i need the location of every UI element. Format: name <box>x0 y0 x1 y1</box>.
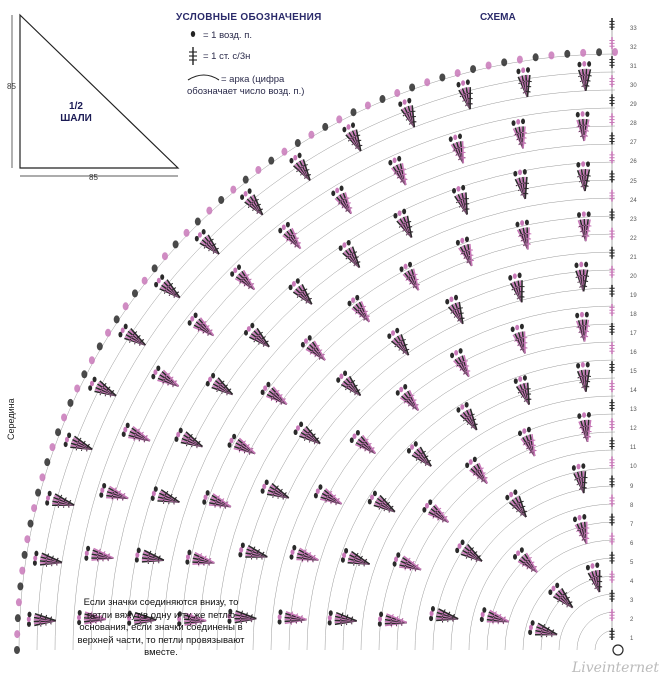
middle-label: Середина <box>6 398 16 440</box>
row-number: 23 <box>630 216 637 223</box>
row-number: 8 <box>630 502 634 509</box>
row-number: 20 <box>630 273 637 280</box>
row-number: 17 <box>630 331 637 337</box>
row-number: 5 <box>630 559 634 566</box>
row-number: 32 <box>630 45 637 52</box>
row-number: 4 <box>630 578 634 585</box>
row-number: 33 <box>630 26 637 32</box>
row-number: 13 <box>630 407 637 414</box>
legend-chain-label: = 1 возд. п. <box>203 30 252 41</box>
instruction-note: Если значки соединяются внизу, то петли вяжут в одну и ту же петлю основания, если значки соединены в верхней части, то петли провязывают вместе. <box>77 597 245 658</box>
row-number: 7 <box>630 521 634 528</box>
row-number: 11 <box>630 445 637 452</box>
row-number: 9 <box>630 483 634 490</box>
row-number: 27 <box>630 140 637 147</box>
row-number: 16 <box>630 350 637 357</box>
watermark: Liveinternet <box>572 660 659 676</box>
scheme-title: СХЕМА <box>480 12 516 23</box>
dimension-left-value: 85 <box>7 82 16 91</box>
legend-triple-crochet-symbol <box>189 47 197 65</box>
row-number: 12 <box>630 426 637 433</box>
row-number: 28 <box>630 121 637 128</box>
row-number: 15 <box>630 369 637 376</box>
right-edge-column <box>609 18 623 655</box>
row-number: 19 <box>630 292 637 299</box>
row-number: 21 <box>630 254 637 261</box>
row-number: 18 <box>630 311 637 318</box>
row-number: 29 <box>630 102 637 109</box>
row-number: 31 <box>630 64 637 71</box>
row-number: 6 <box>630 540 634 547</box>
row-number: 10 <box>630 464 637 471</box>
row-number: 24 <box>630 197 637 204</box>
row-number: 14 <box>630 388 637 395</box>
row-number: 1 <box>630 636 634 642</box>
row-number: 30 <box>630 83 637 90</box>
legend-arch-label-line2: обозначает число возд. п.) <box>187 86 305 97</box>
row-number: 26 <box>630 159 637 166</box>
legend-triple-crochet-label: = 1 ст. с/3н <box>203 51 251 62</box>
legend-arch-symbol <box>188 75 219 80</box>
shawl-outline-triangle <box>20 15 178 168</box>
half-shawl-fraction: 1/2 <box>69 101 83 112</box>
half-shawl-word: ШАЛИ <box>60 113 92 124</box>
row-number: 3 <box>630 597 634 604</box>
legend-title: УСЛОВНЫЕ ОБОЗНАЧЕНИЯ <box>176 12 322 23</box>
row-number: 22 <box>630 235 637 242</box>
half-shawl-label <box>56 101 96 125</box>
dimension-bottom-value: 85 <box>89 173 98 182</box>
row-number: 2 <box>630 616 634 623</box>
legend-chain-symbol <box>191 31 195 37</box>
legend-arch-label-line1: = арка (цифра <box>221 74 285 85</box>
row-number: 25 <box>630 178 637 185</box>
pattern-fans <box>14 48 618 654</box>
